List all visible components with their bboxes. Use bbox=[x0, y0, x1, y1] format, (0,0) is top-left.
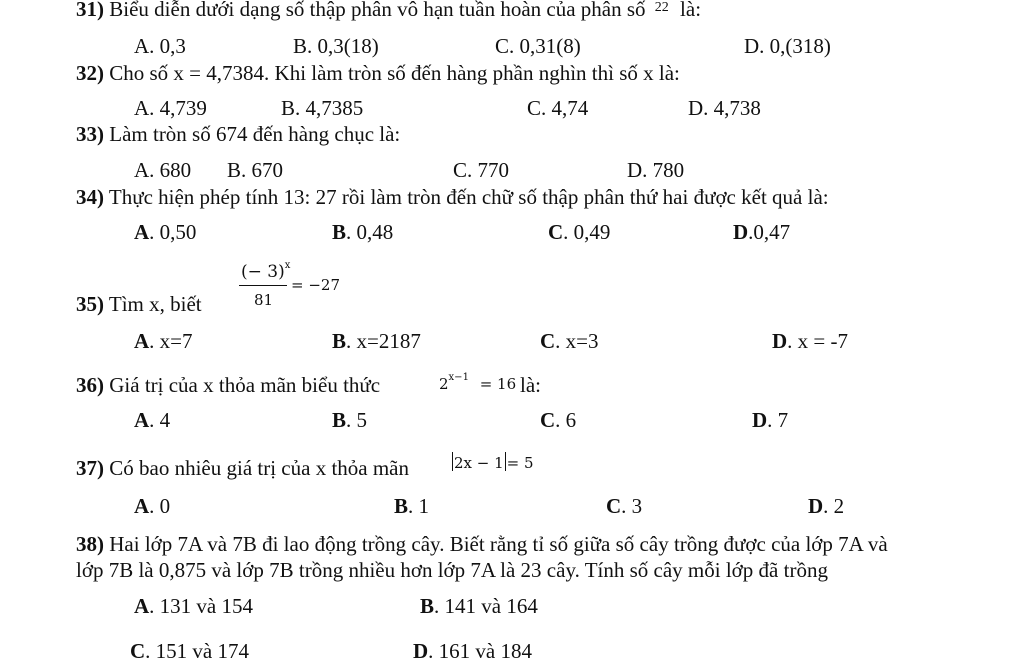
option-b bbox=[332, 408, 367, 432]
question-33 bbox=[76, 122, 400, 146]
question-text: Thực hiện phép tính 13: 27 rồi làm tròn đến chữ số thập phân thứ hai được kết quả là: bbox=[108, 185, 829, 209]
question-text: Có bao nhiêu giá trị của x thỏa mãn bbox=[109, 456, 410, 480]
option-value: . x=2187 bbox=[346, 329, 421, 353]
option-a bbox=[134, 494, 170, 518]
option-value: . 5 bbox=[346, 408, 368, 432]
option-value: . 0,48 bbox=[346, 220, 394, 244]
option-d bbox=[413, 639, 532, 663]
formula-rhs: = 5 bbox=[506, 454, 534, 472]
question-32 bbox=[76, 61, 680, 85]
question-text: Tìm x, biết bbox=[108, 292, 202, 316]
option-value: . 151 và 174 bbox=[145, 639, 249, 663]
option-d: D. 780 bbox=[627, 158, 685, 182]
option-value: . 6 bbox=[555, 408, 577, 432]
question-31 bbox=[76, 0, 701, 21]
option-c bbox=[540, 408, 576, 432]
option-value: . 161 và 184 bbox=[428, 639, 532, 663]
option-value: .0,47 bbox=[748, 220, 791, 244]
option-value: . 7 bbox=[767, 408, 789, 432]
base: 2 bbox=[439, 375, 449, 393]
option-d bbox=[733, 220, 790, 244]
question-number: 31) bbox=[76, 0, 104, 21]
question-34 bbox=[76, 185, 829, 209]
option-c bbox=[540, 329, 599, 353]
option-a bbox=[134, 594, 253, 618]
option-letter: D bbox=[733, 220, 749, 244]
option-letter: C bbox=[606, 494, 622, 518]
option-letter: A bbox=[134, 594, 150, 618]
option-letter: B bbox=[420, 594, 435, 618]
option-a: A. 680 bbox=[134, 158, 192, 182]
option-a bbox=[134, 220, 196, 244]
exponent: x−1 bbox=[448, 372, 469, 383]
option-letter: A bbox=[134, 408, 150, 432]
question-37 bbox=[76, 456, 409, 480]
question-38 bbox=[76, 532, 888, 556]
option-letter: C bbox=[540, 329, 556, 353]
option-b bbox=[332, 329, 421, 353]
abs-inner: 2x − 1 bbox=[454, 454, 504, 472]
option-letter: D bbox=[752, 408, 768, 432]
option-letter: A bbox=[134, 494, 150, 518]
option-letter: C bbox=[540, 408, 556, 432]
question-text: Giá trị của x thỏa mãn biểu thức bbox=[109, 373, 381, 397]
option-c bbox=[548, 220, 610, 244]
option-letter: C bbox=[130, 639, 146, 663]
option-d bbox=[808, 494, 844, 518]
question-number: 33) bbox=[76, 122, 104, 146]
option-c bbox=[606, 494, 642, 518]
option-letter: B bbox=[394, 494, 409, 518]
option-letter: D bbox=[413, 639, 429, 663]
exponent: x bbox=[284, 260, 291, 271]
formula-rhs: = −27 bbox=[291, 276, 340, 294]
question-text-line2: lớp 7B là 0,875 và lớp 7B trồng nhiều hơn lớp 7A là 23 cây. Tính số cây mỗi lớp đã trồng bbox=[76, 558, 828, 582]
formula-rhs: = 16 bbox=[479, 375, 517, 393]
question-number: 32) bbox=[76, 61, 104, 85]
option-letter: A bbox=[134, 220, 150, 244]
question-suffix: là: bbox=[520, 373, 541, 397]
question-text: Cho số x = 4,7384. Khi làm tròn số đến hàng phần nghìn thì số x là: bbox=[109, 61, 680, 85]
option-letter: B bbox=[332, 408, 347, 432]
option-d: D. 0,(318) bbox=[744, 34, 831, 58]
question-35 bbox=[76, 292, 202, 316]
question-number: 37) bbox=[76, 456, 104, 480]
option-c: C. 4,74 bbox=[527, 96, 589, 120]
fraction-bar bbox=[239, 285, 287, 286]
numerator-base: (− 3) bbox=[241, 262, 285, 282]
fraction-denominator: 81 bbox=[254, 291, 274, 309]
option-a bbox=[134, 329, 193, 353]
option-letter: D bbox=[808, 494, 824, 518]
option-value: . 3 bbox=[621, 494, 643, 518]
question-text: Làm tròn số 674 đến hàng chục là: bbox=[109, 122, 401, 146]
question-number: 35) bbox=[76, 292, 104, 316]
option-d bbox=[752, 408, 788, 432]
option-value: . 1 bbox=[408, 494, 430, 518]
fraction-numerator bbox=[241, 260, 290, 282]
option-letter: C bbox=[548, 220, 564, 244]
option-value: . 131 và 154 bbox=[149, 594, 253, 618]
option-a bbox=[134, 408, 170, 432]
option-b bbox=[420, 594, 538, 618]
option-value: . 0 bbox=[149, 494, 171, 518]
question-number: 34) bbox=[76, 185, 104, 209]
option-b bbox=[394, 494, 429, 518]
option-value: . x=7 bbox=[149, 329, 193, 353]
option-c bbox=[130, 639, 249, 663]
option-b: B. 670 bbox=[227, 158, 284, 182]
option-c: C. 0,31(8) bbox=[495, 34, 581, 58]
abs-bar-right bbox=[505, 452, 506, 471]
question-suffix: là: bbox=[680, 0, 702, 21]
option-b: B. 4,7385 bbox=[281, 96, 364, 120]
question-number: 38) bbox=[76, 532, 104, 556]
abs-bar-left bbox=[452, 452, 453, 471]
option-a: A. 4,739 bbox=[134, 96, 207, 120]
option-letter: D bbox=[772, 329, 788, 353]
option-d: D. 4,738 bbox=[688, 96, 761, 120]
option-b bbox=[332, 220, 393, 244]
fraction-numerator: 22 bbox=[654, 0, 669, 15]
option-value: . 2 bbox=[823, 494, 845, 518]
question-text: Biểu diễn dưới dạng số thập phân vô hạn tuần hoàn của phân số bbox=[109, 0, 646, 21]
question-number: 36) bbox=[76, 373, 104, 397]
option-a: A. 0,3 bbox=[134, 34, 186, 58]
option-c: C. 770 bbox=[453, 158, 510, 182]
formula-absolute bbox=[451, 452, 534, 472]
option-value: . 141 và 164 bbox=[434, 594, 538, 618]
option-value: . 0,49 bbox=[563, 220, 611, 244]
option-d bbox=[772, 329, 848, 353]
question-36 bbox=[76, 373, 380, 397]
formula-power bbox=[439, 372, 516, 393]
option-value: . 0,50 bbox=[149, 220, 197, 244]
option-letter: B bbox=[332, 329, 347, 353]
option-value: . x=3 bbox=[555, 329, 599, 353]
option-value: . x = -7 bbox=[787, 329, 849, 353]
question-text-line1: Hai lớp 7A và 7B đi lao động trồng cây. Biết rằng tỉ số giữa số cây trồng được của lớp 7A và bbox=[109, 532, 888, 556]
option-value: . 4 bbox=[149, 408, 171, 432]
option-letter: A bbox=[134, 329, 150, 353]
option-b: B. 0,3(18) bbox=[293, 34, 379, 58]
option-letter: B bbox=[332, 220, 347, 244]
